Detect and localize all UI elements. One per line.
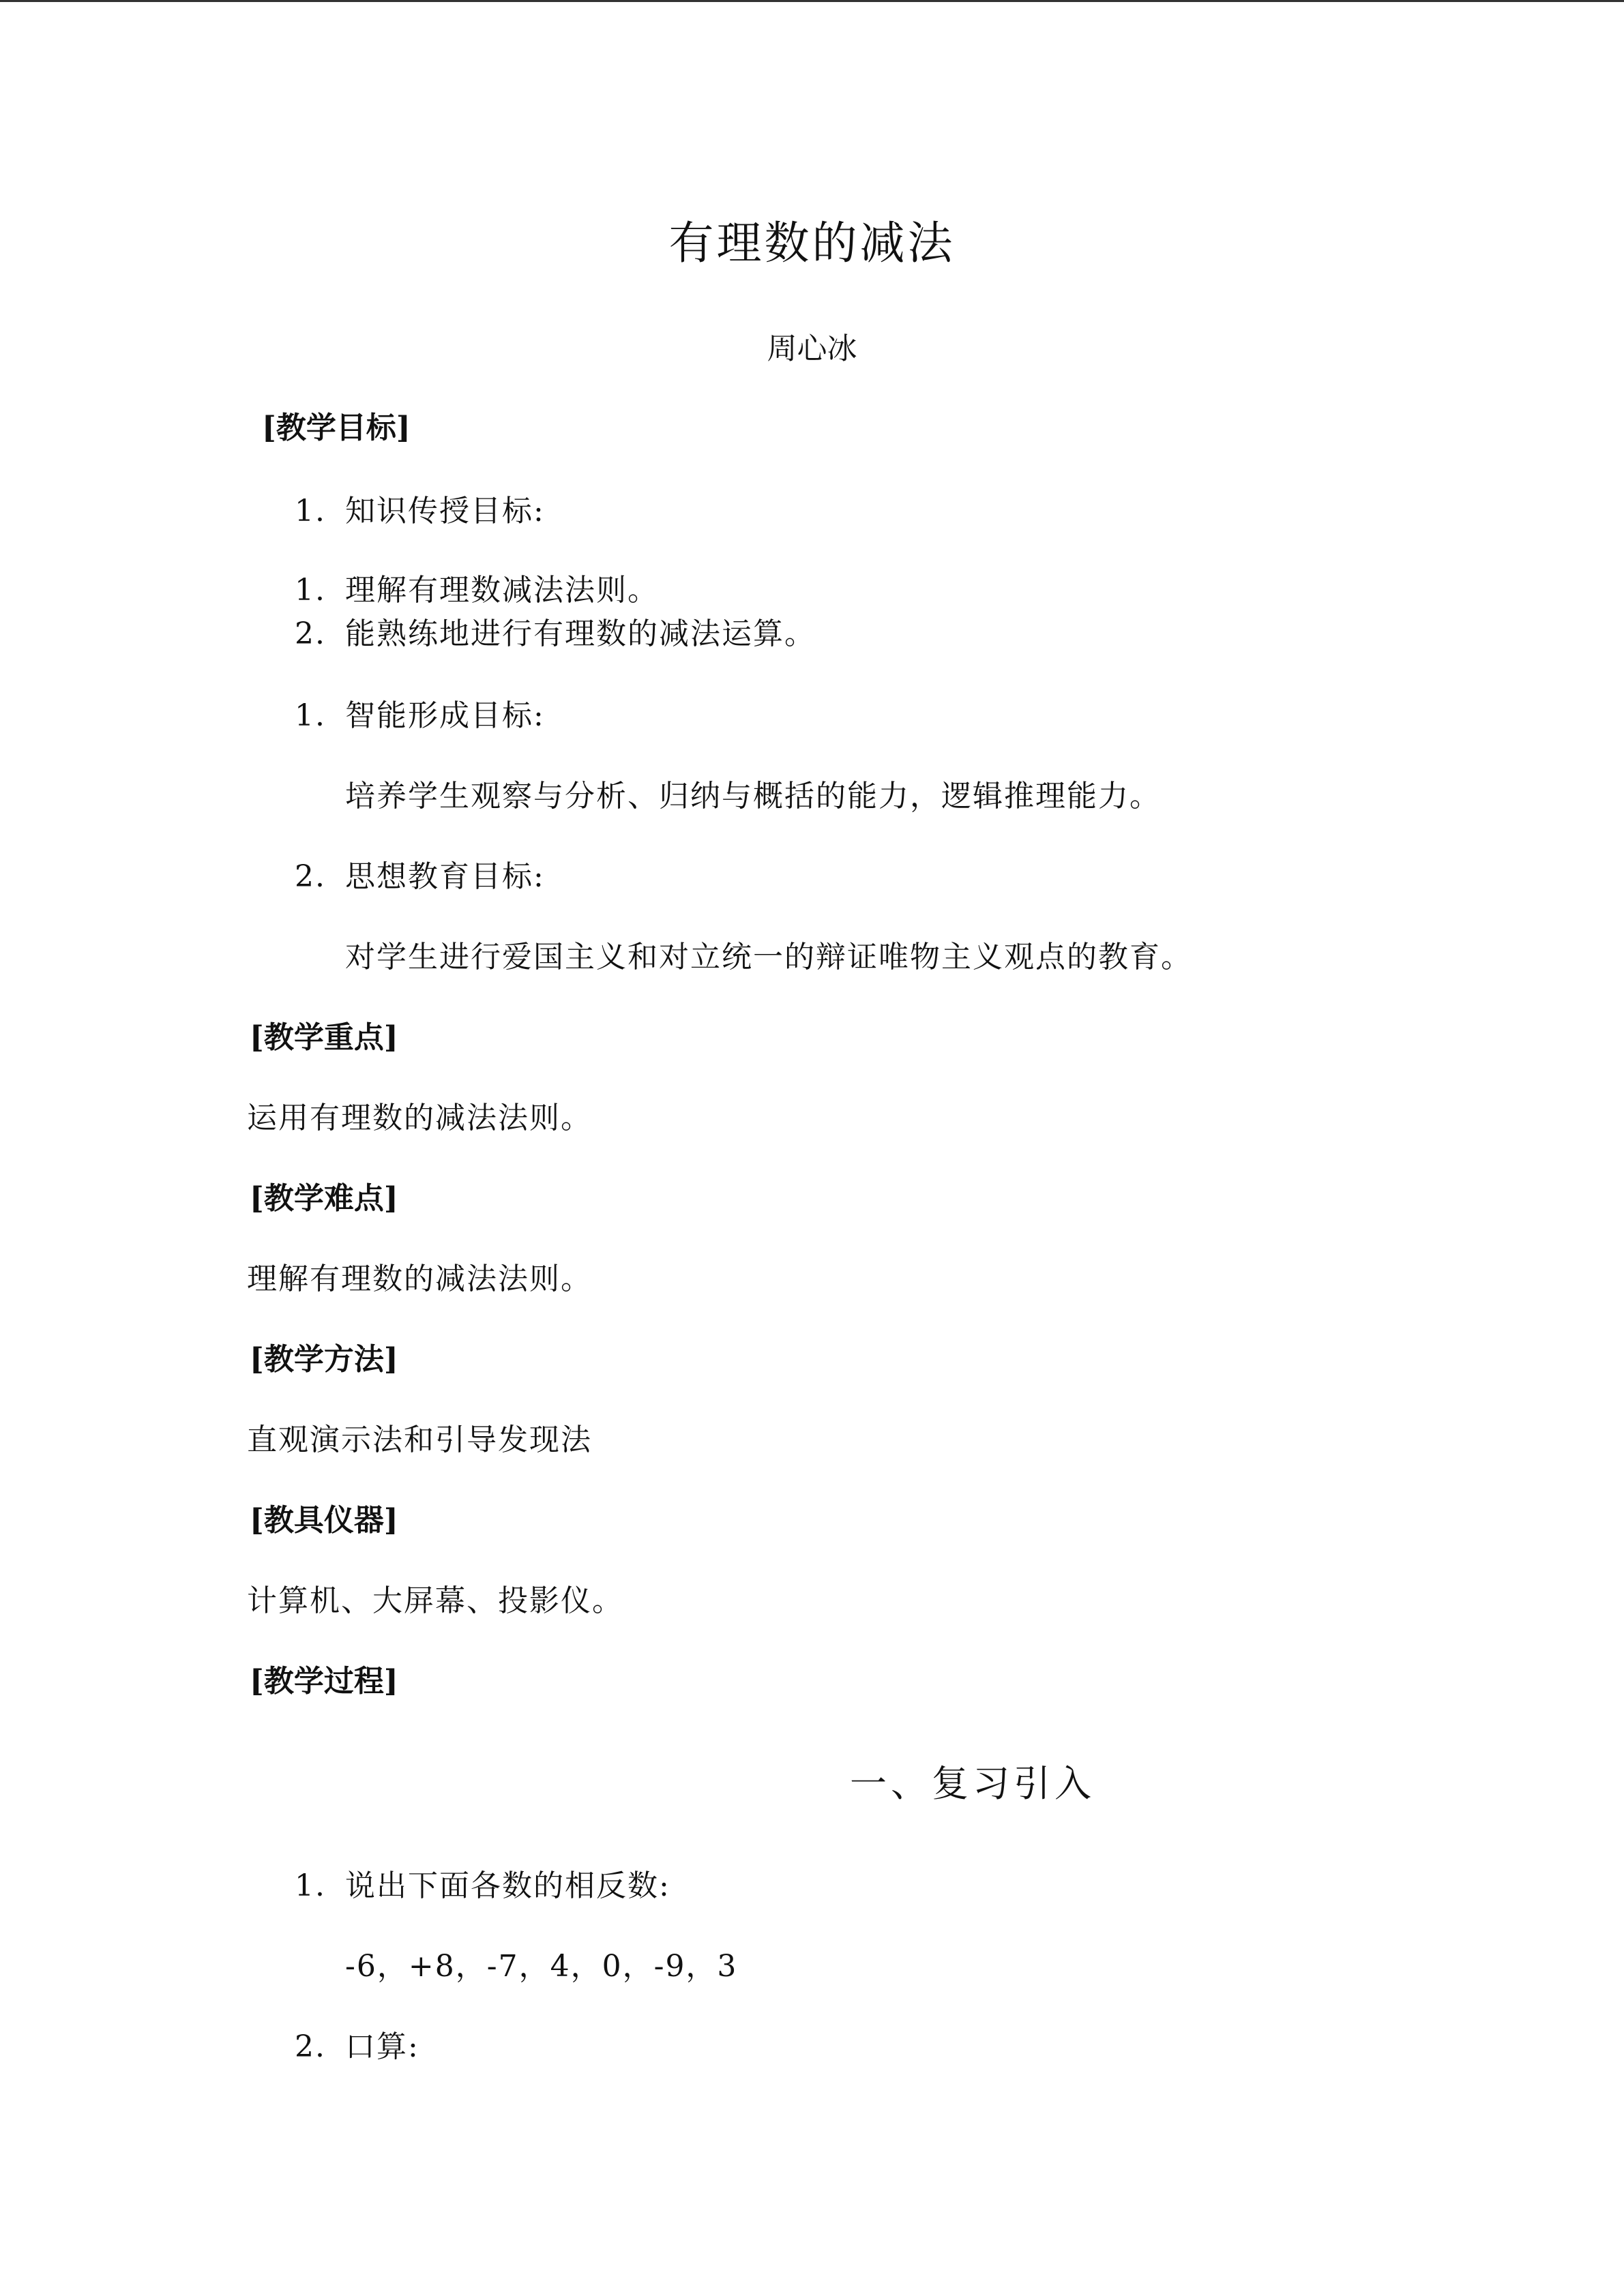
document-title: 有理数的减法 [668,217,956,269]
ability-objective-text: 培养学生观察与分析、归纳与概括的能力，逻辑推理能力。 [345,779,1161,814]
list-number: 1. [295,494,326,528]
method-heading: [教学方法] [250,1342,398,1377]
difficulty-heading: [教学难点] [250,1181,398,1216]
list-item-text: 理解有理数减法法则。 [345,573,659,608]
author-name: 周心冰 [767,331,857,366]
list-item [295,2022,419,2066]
list-item-text: 说出下面各数的相反数: [345,1868,670,1903]
list-number: 2. [295,2029,326,2064]
objectives-heading: [教学目标] [262,411,411,445]
ability-objective [295,691,545,734]
process-heading: [教学过程] [250,1664,398,1699]
list-item [295,609,816,653]
ideology-objective-text: 对学生进行爱国主义和对立统一的辩证唯物主义观点的教育。 [345,940,1192,974]
tools-heading: [教具仪器] [250,1503,398,1538]
knowledge-objective [295,486,545,530]
key-point-heading: [教学重点] [250,1020,398,1055]
opposite-numbers-list: -6，+8，-7，4，0，-9，3 [345,1949,738,1984]
key-point-text: 运用有理数的减法法则。 [247,1101,592,1135]
list-number: 2. [295,616,326,651]
ability-objective-label: 智能形成目标: [345,698,545,733]
list-item-text: 能熟练地进行有理数的减法运算。 [345,616,816,651]
ideology-objective [295,852,545,895]
tools-text: 计算机、大屏幕、投影仪。 [247,1583,623,1618]
method-text: 直观演示法和引导发现法 [247,1422,592,1457]
list-number: 1. [295,1868,326,1903]
list-number: 1. [295,573,326,608]
list-item [295,565,659,609]
section-title: 一、复习引入 [850,1762,1095,1805]
knowledge-objective-label: 知识传授目标: [345,494,545,528]
list-number: 2. [295,859,326,894]
ideology-objective-label: 思想教育目标: [345,859,545,894]
list-item-text: 口算: [345,2029,419,2064]
list-number: 1. [295,698,326,733]
difficulty-text: 理解有理数的减法法则。 [247,1262,592,1296]
list-item [295,1861,670,1905]
